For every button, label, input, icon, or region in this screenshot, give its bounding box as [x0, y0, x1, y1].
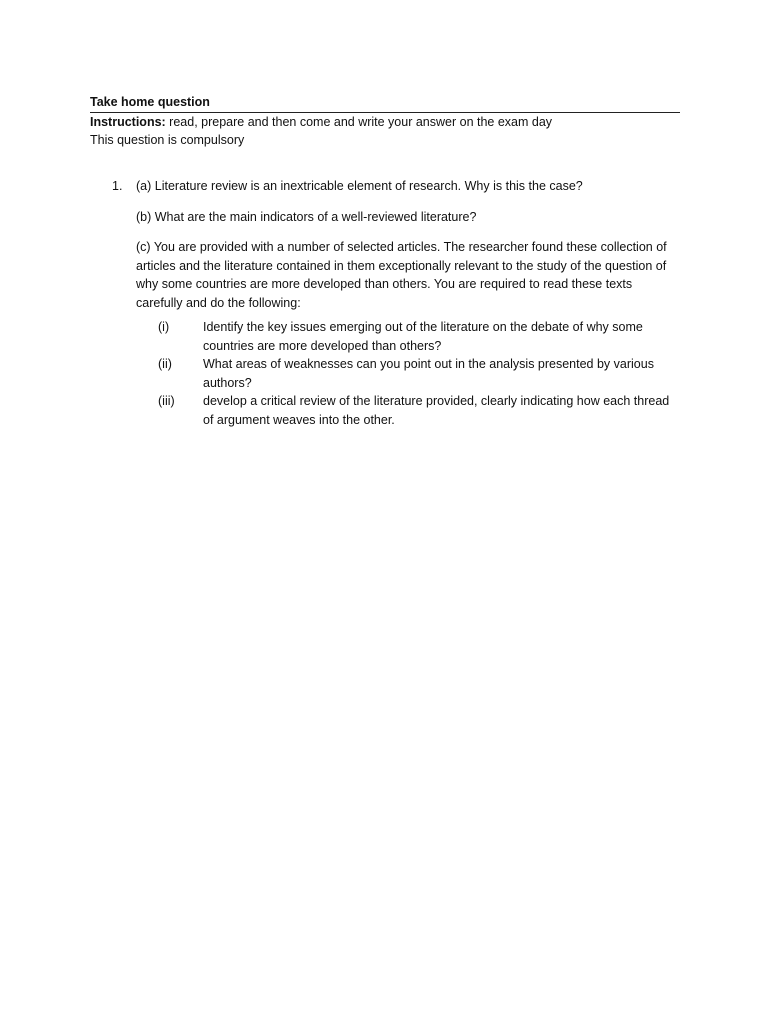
sub-question-marker: (i) — [158, 320, 170, 334]
instructions-line — [90, 113, 680, 132]
sub-question-iii — [158, 392, 676, 429]
sub-question-text: Identify the key issues emerging out of the literature on the debate of why some countries are more developed than others? — [203, 320, 643, 353]
document-page — [90, 93, 680, 427]
sub-question-text: What areas of weaknesses can you point out in the analysis presented by various authors? — [203, 357, 654, 390]
question-body — [136, 177, 676, 429]
question-part-c: (c) You are provided with a number of selected articles. The researcher found these collection of articles and the literature contained in them exceptionally relevant to the study of the question of why some countries are more developed than others. You are required to read these texts carefully and do the following: — [136, 240, 667, 310]
sub-question-text: develop a critical review of the literature provided, clearly indicating how each thread of argument weaves into the other. — [203, 394, 670, 427]
instructions-text: read, prepare and then come and write your answer on the exam day — [165, 114, 553, 129]
sub-question-marker: (iii) — [158, 394, 175, 408]
sub-question-list — [136, 318, 676, 429]
sub-question-i — [158, 318, 676, 355]
question-part-a: (a) Literature review is an inextricable element of research. Why is this the case? — [136, 179, 583, 193]
sub-question-marker: (ii) — [158, 357, 172, 371]
question-part-b: (b) What are the main indicators of a well-reviewed literature? — [136, 209, 477, 224]
instructions-label: Instructions: — [90, 114, 166, 129]
page-title: Take home question — [90, 93, 680, 113]
question-number: 1. — [112, 179, 123, 193]
compulsory-note: This question is compulsory — [90, 133, 245, 147]
sub-question-ii — [158, 355, 676, 392]
